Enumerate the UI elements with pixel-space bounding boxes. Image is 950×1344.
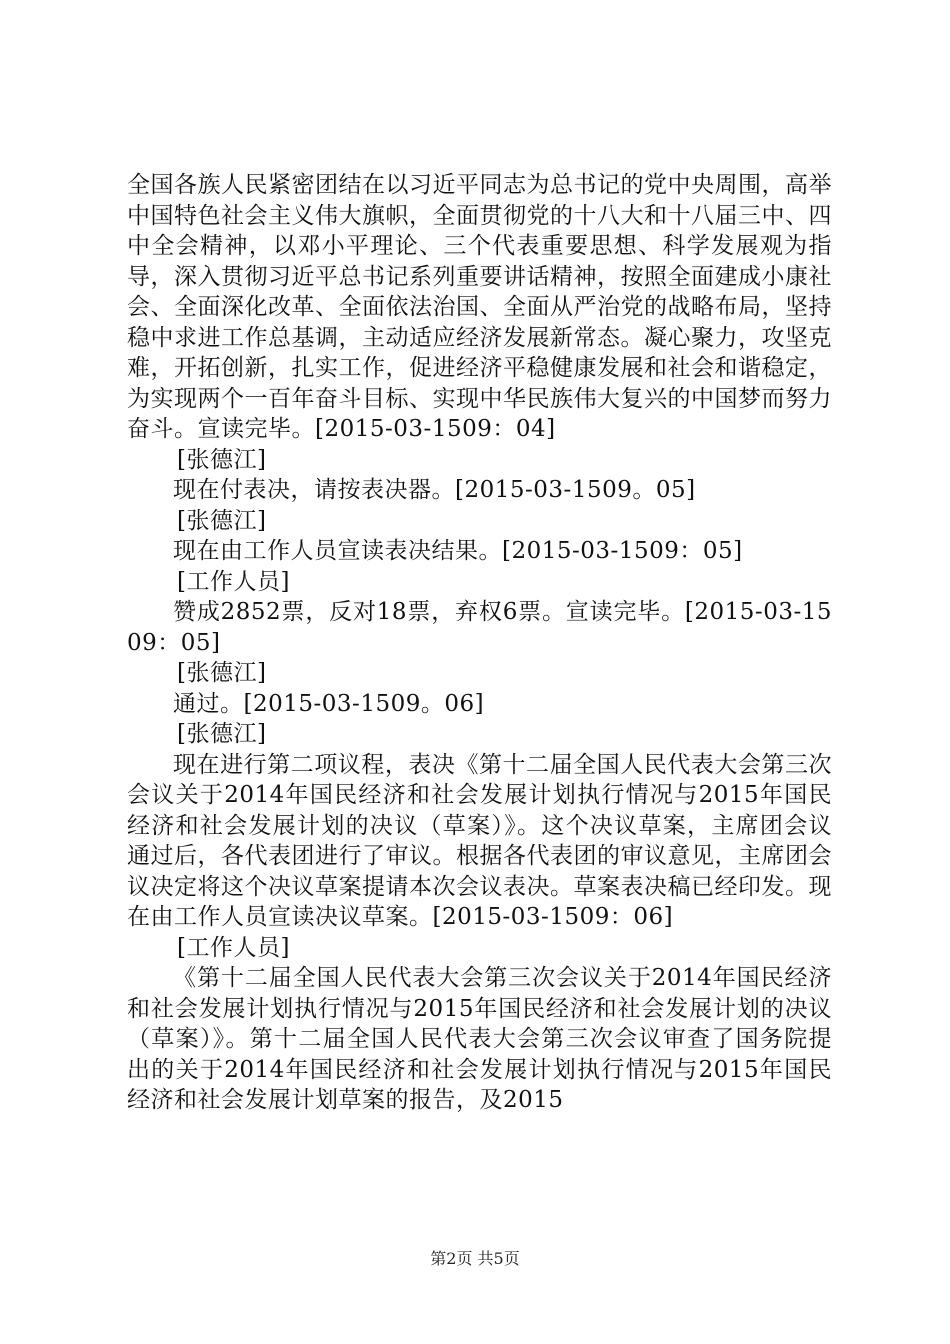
paragraph-4: 赞成2852票，反对18票，弃权6票。宣读完毕。[2015-03-1509：05]	[127, 599, 832, 656]
document-body	[127, 170, 832, 1116]
paragraph-3: 现在由工作人员宣读表决结果。[2015-03-1509：05]	[173, 538, 743, 564]
speaker-label: [张德江]	[177, 721, 267, 747]
paragraph-1: 全国各族人民紧密团结在以习近平同志为总书记的党中央周围，高举中国特色社会主义伟大旗帜，全面贯彻党的十八大和十八届三中、四中全会精神，以邓小平理论、三个代表重要思想、科学发展观为指导，深入贯彻习近平总书记系列重要讲话精神，按照全面建成小康社会、全面深化改革、全面依法治国、全面从严治党的战略布局，坚持稳中求进工作总基调，主动适应经济发展新常态。凝心聚力，攻坚克难，开拓创新，扎实工作，促进经济平稳健康发展和社会和谐稳定，为实现两个一百年奋斗目标、实现中华民族伟大复兴的中国梦而努力奋斗。宣读完毕。[2015-03-1509：04]	[127, 172, 832, 442]
speaker-label: [工作人员]	[177, 568, 290, 595]
paragraph-5: 通过。[2015-03-1509。06]	[173, 690, 485, 717]
speaker-label: [张德江]	[177, 507, 267, 534]
speaker-label: [张德江]	[177, 660, 267, 686]
paragraph-7: 《第十二届全国人民代表大会第三次会议关于2014年国民经济和社会发展计划执行情况与2015年国民经济和社会发展计划的决议（草案）》。第十二届全国人民代表大会第三次会议审查了国务院提出的关于2014年国民经济和社会发展计划执行情况与2015年国民经济和社会发展计划草案的报告，及2015	[127, 965, 832, 1113]
page-footer: 第2页 共5页	[430, 1249, 520, 1268]
speaker-label: [张德江]	[177, 446, 267, 473]
speaker-label: [工作人员]	[177, 934, 290, 961]
paragraph-2: 现在付表决，请按表决器。[2015-03-1509。05]	[173, 477, 696, 503]
paragraph-6: 现在进行第二项议程，表决《第十二届全国人民代表大会第三次会议关于2014年国民经济和社会发展计划执行情况与2015年国民经济和社会发展计划的决议（草案）》。这个决议草案，主席团会议通过后，各代表团进行了审议。根据各代表团的审议意见，主席团会议决定将这个决议草案提请本次会议表决。草案表决稿已经印发。现在由工作人员宣读决议草案。[2015-03-1509：06]	[127, 751, 832, 930]
